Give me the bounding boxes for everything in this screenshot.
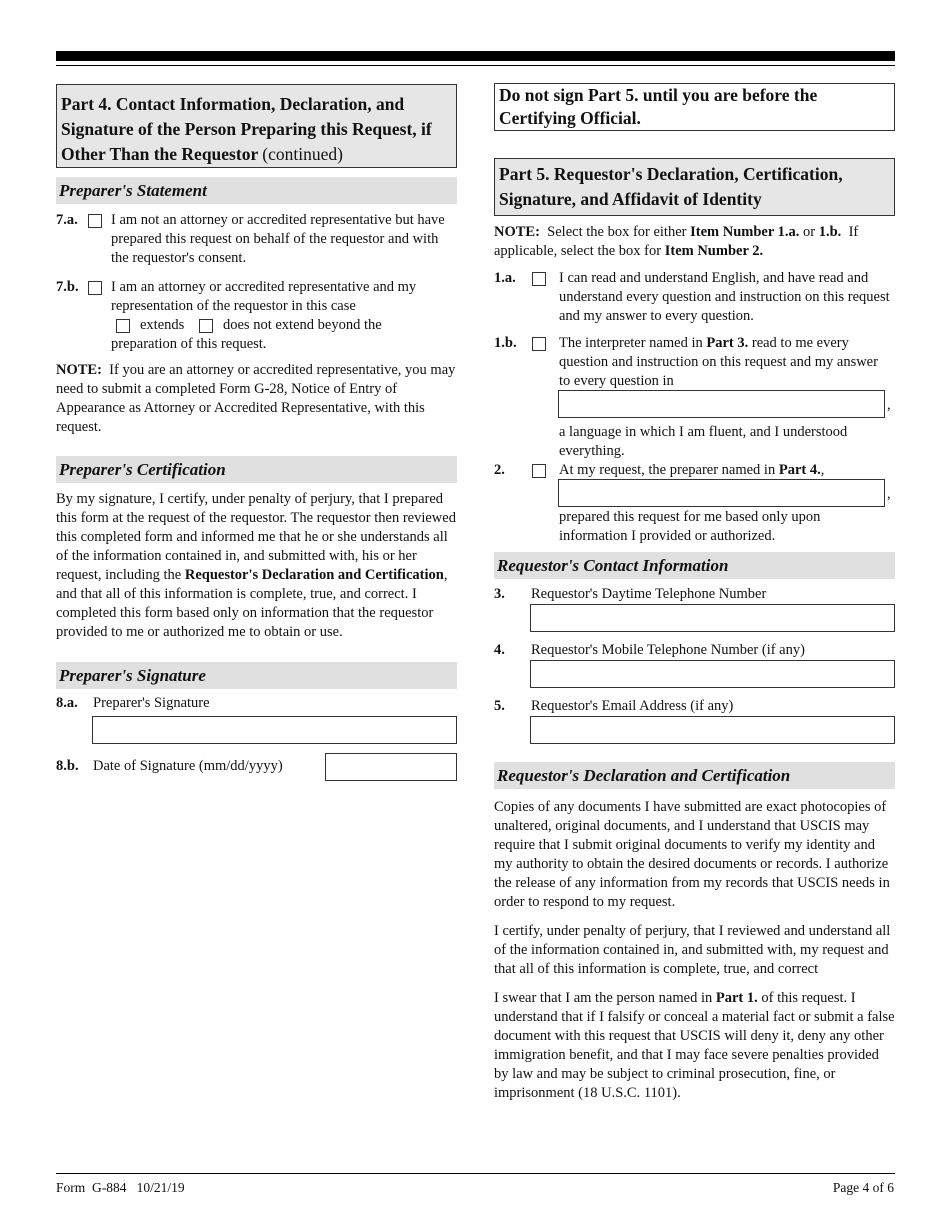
item-8a <box>56 694 457 744</box>
language-comma: , <box>887 397 891 413</box>
item-5-number: 5. <box>494 698 505 714</box>
item-5 <box>494 697 895 743</box>
note-b3: Item Number 2. <box>664 243 764 259</box>
declaration-heading: Requestor's Declaration and Certification <box>494 762 895 789</box>
warning-box: Do not sign Part 5. until you are before the Certifying Official. <box>494 83 895 131</box>
item-8b-label: Date of Signature (mm/dd/yyyy) <box>93 758 283 774</box>
extends-label: extends <box>140 317 185 333</box>
preparer-name-field[interactable] <box>558 479 885 507</box>
preparers-certification-heading: Preparer's Certification <box>56 456 457 483</box>
item-1a-text: I can read and understand English, and have read and understand every question and instruction on this request and my answer to every question. <box>559 270 890 324</box>
para-3-b1: Part 1. <box>715 990 758 1006</box>
part5-header: Part 5. Requestor's Declaration, Certification, Signature, and Affidavit of Identity <box>494 158 895 216</box>
item-3 <box>494 585 895 631</box>
para-3-t1: I swear that I am the person named in <box>494 990 713 1006</box>
mobile-phone-field[interactable] <box>530 660 895 688</box>
item-8a-label: Preparer's Signature <box>93 695 210 711</box>
item-7b-text-end: preparation of this request. <box>111 336 267 352</box>
preparers-statement-heading: Preparer's Statement <box>56 177 457 204</box>
item-7b <box>56 278 457 352</box>
item-1b-text <box>559 334 889 391</box>
item-1b-b1: Part 3. <box>706 335 749 351</box>
preparer-signature-field[interactable] <box>92 716 457 744</box>
item-7a-number: 7.a. <box>56 212 78 228</box>
part5-note-label: NOTE: <box>494 224 540 240</box>
footer-rule <box>56 1173 895 1174</box>
item-3-number: 3. <box>494 586 505 602</box>
item-7b-number: 7.b. <box>56 279 79 295</box>
note-t1: Select the box for either <box>547 224 687 240</box>
extends-checkbox[interactable] <box>116 319 130 333</box>
note-b2: 1.b. <box>818 224 842 240</box>
item-1b-number: 1.b. <box>494 335 517 351</box>
item-8a-number: 8.a. <box>56 695 78 711</box>
item-1a-number: 1.a. <box>494 270 516 286</box>
item-7b-text: I am an attorney or accredited representative and my representation of the requestor in this case <box>111 279 417 314</box>
note-b1: Item Number 1.a. <box>690 224 800 240</box>
item-1a-checkbox[interactable] <box>532 272 546 286</box>
item-1b-checkbox[interactable] <box>532 337 546 351</box>
left-column <box>56 84 457 781</box>
does-not-extend-label: does not extend beyond the <box>223 317 382 333</box>
item-2-t2: , <box>820 462 825 478</box>
preparers-signature-heading: Preparer's Signature <box>56 662 457 689</box>
preparer-name-comma: , <box>887 486 891 502</box>
item-8b <box>56 753 457 781</box>
preparer-note <box>56 361 457 437</box>
declaration-para-1: Copies of any documents I have submitted are exact photocopies of unaltered, original documents, and I understand that USCIS may require that I submit original documents to verify my identity and my authority to obtain the desired documents or records. I authorize the release of any information from my records that USCIS needs in order to respond to my request. <box>494 799 890 910</box>
certification-text-1: By my signature, I certify, under penalty of perjury, that I prepared this form at the request of the requestor. The requestor then reviewed this completed form and informed me that he or she understands all of the information contained in, and submitted with, his or her request, including the <box>56 491 456 583</box>
item-2-text <box>559 461 889 480</box>
certification-bold: Requestor's Declaration and Certification <box>184 567 444 583</box>
para-3-t2: of this request. I understand that if I falsify or conceal a material fact or submit a false document with this request that USCIS will deny it, deny any other immigration benefit, and that I may face severe penalties provided by law and may be subject to criminal prosecution, fine, or imprisonment (18 U.S.C. 1101). <box>494 990 895 1101</box>
item-1b <box>494 334 895 459</box>
preparer-note-text: If you are an attorney or accredited representative, you may need to submit a completed Form G-28, Notice of Entry of Appearance as Attorney or Accredited Representative, with this request. <box>56 362 456 435</box>
footer-form-id: Form G-884 10/21/19 <box>56 1180 185 1195</box>
declaration-para-3 <box>494 989 895 1103</box>
item-2-b1: Part 4. <box>778 462 821 478</box>
item-1b-after: a language in which I am fluent, and I understood everything. <box>559 424 848 459</box>
item-2-after: prepared this request for me based only upon information I provided or authorized. <box>559 509 821 544</box>
preparer-note-label: NOTE: <box>56 362 102 378</box>
item-7a <box>56 211 457 266</box>
item-7a-checkbox[interactable] <box>88 214 102 228</box>
part5-note <box>494 223 895 261</box>
item-2-checkbox[interactable] <box>532 464 546 478</box>
footer-page-number: Page 4 of 6 <box>832 1180 894 1195</box>
item-5-label: Requestor's Email Address (if any) <box>531 698 734 714</box>
email-field[interactable] <box>530 716 895 744</box>
item-2 <box>494 461 895 544</box>
item-4 <box>494 641 895 687</box>
item-1b-t1: The interpreter named in <box>559 335 703 351</box>
right-column <box>494 83 895 1103</box>
item-4-number: 4. <box>494 642 505 658</box>
part4-header <box>56 84 457 168</box>
declaration-para-2: I certify, under penalty of perjury, that I reviewed and understand all of the information contained in, and submitted with, my request and that all of this information is complete, true, and correct <box>494 923 891 977</box>
preparers-certification-text <box>56 490 457 642</box>
does-not-extend-checkbox[interactable] <box>199 319 213 333</box>
item-3-label: Requestor's Daytime Telephone Number <box>531 586 767 602</box>
top-rule-thick <box>56 51 895 61</box>
item-2-number: 2. <box>494 462 505 478</box>
item-7b-checkbox[interactable] <box>88 281 102 295</box>
note-t3: If applicable, select the box for <box>494 224 859 259</box>
part4-continued: (continued) <box>262 144 343 164</box>
item-4-label: Requestor's Mobile Telephone Number (if any) <box>531 642 805 658</box>
note-t2: or <box>803 224 816 240</box>
item-8b-number: 8.b. <box>56 758 79 774</box>
item-7a-text: I am not an attorney or accredited representative but have prepared this request on behalf of the requestor and with the requestor's consent. <box>111 212 445 266</box>
certification-text-2: , and that all of this information is complete, true, and correct. I completed this form based only on information that the requestor provided to me or authorized me to obtain or use. <box>56 567 448 640</box>
item-2-t1: At my request, the preparer named in <box>559 462 776 478</box>
top-rule-thin <box>56 65 895 66</box>
item-1a <box>494 269 895 326</box>
contact-info-heading: Requestor's Contact Information <box>494 552 895 579</box>
item-1b-t2: read to me every question and instruction on this request and my answer to every question in <box>559 335 878 389</box>
part4-title: Part 4. Contact Information, Declaration, and Signature of the Person Preparing this Request, if Other Than the Requestor <box>61 94 432 164</box>
date-of-signature-field[interactable] <box>325 753 457 781</box>
language-field[interactable] <box>558 390 885 418</box>
daytime-phone-field[interactable] <box>530 604 895 632</box>
